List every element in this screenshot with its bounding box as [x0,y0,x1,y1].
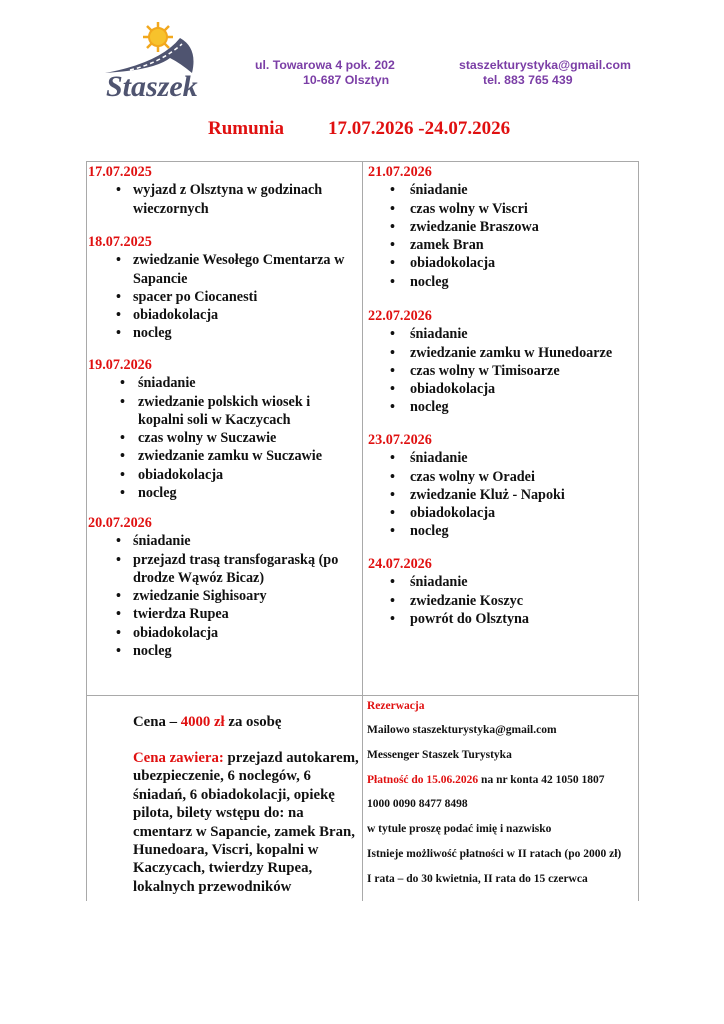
day-date: 20.07.2026 [88,515,152,531]
contact-block [459,58,631,88]
day-block [368,555,633,628]
list-item: • śniadanie [88,532,358,550]
list-item: • zamek Bran [368,236,633,254]
price-amount: 4000 zł [180,714,225,730]
company-logo [100,18,210,113]
address-city: 10-687 Olsztyn [303,73,390,87]
list-item: • obiadokolacja [368,504,633,522]
day-block [88,356,358,502]
list-item: • spacer po Ciocanesti [88,288,358,306]
list-item: • nocleg [88,324,358,342]
day-date: 24.07.2026 [368,556,432,572]
list-item: • czas wolny w Suczawie [88,429,358,447]
reservation-heading: Rezerwacja [367,700,425,712]
contact-phone: tel. 883 765 439 [483,73,573,87]
list-item: • zwiedzanie Wesołego Cmentarza w Sapancie [88,251,358,288]
day-block [88,163,358,218]
list-item: • nocleg [368,398,633,416]
price-includes [133,749,361,896]
list-item: • twierdza Rupea [88,605,358,623]
list-item: • zwiedzanie Braszowa [368,218,633,236]
day-block [88,233,358,343]
list-item: • śniadanie [368,181,633,199]
payment-deadline: Płatność do 15.06.2026 [367,774,479,786]
address-block [255,58,395,88]
includes-label: Cena zawiera: [133,750,224,766]
installments: Istnieje możliwość płatności w II ratach (po 2000 zł) [367,848,622,860]
account-rest: 1000 0090 8477 8498 [367,798,468,810]
list-item: • śniadanie [368,573,633,591]
logo-text: Staszek [106,70,198,103]
reservation-messenger: Messenger Staszek Turystyka [367,749,512,761]
list-item: • obiadokolacja [88,466,358,484]
list-item: • zwiedzanie Sighisoary [88,587,358,605]
reservation-mail: Mailowo staszekturystyka@gmail.com [367,724,557,736]
day-date: 23.07.2026 [368,432,432,448]
list-item: • wyjazd z Olsztyna w godzinach wieczornych [88,181,358,218]
account-prefix: na nr konta 42 1050 1807 [481,774,605,786]
list-item: • zwiedzanie zamku w Suczawie [88,447,358,465]
day-date: 22.07.2026 [368,308,432,324]
list-item: • nocleg [88,642,358,660]
list-item: • obiadokolacja [368,254,633,272]
list-item: • obiadokolacja [368,380,633,398]
price-line [133,713,361,731]
title-country: Rumunia [208,118,285,139]
list-item: • zwiedzanie Kluż - Napoki [368,486,633,504]
list-item: • czas wolny w Timisoarze [368,362,633,380]
list-item: • obiadokolacja [88,624,358,642]
list-item: • czas wolny w Viscri [368,200,633,218]
list-item: • powrót do Olsztyna [368,610,633,628]
title-dates: 17.07.2026 -24.07.2026 [328,118,511,139]
contact-email[interactable]: staszekturystyka@gmail.com [459,58,631,72]
price-per: za osobę [228,714,282,730]
list-item: • śniadanie [368,449,633,467]
title-note: w tytule proszę podać imię i nazwisko [367,823,552,835]
list-item: • obiadokolacja [88,306,358,324]
list-item: • czas wolny w Oradei [368,468,633,486]
installment-dates: I rata – do 30 kwietnia, II rata do 15 czerwca [367,873,588,885]
list-item: • nocleg [368,273,633,291]
list-item: • zwiedzanie polskich wiosek i kopalni soli w Kaczycach [88,393,358,430]
list-item: • przejazd trasą transfogaraską (po drodze Wąwóz Bicaz) [88,551,358,588]
price-label: Cena – [133,714,177,730]
address-street: ul. Towarowa 4 pok. 202 [255,58,395,72]
day-date: 18.07.2025 [88,234,152,250]
list-item: • śniadanie [88,374,358,392]
day-block [368,307,633,417]
day-date: 19.07.2026 [88,357,152,373]
list-item: • zwiedzanie Koszyc [368,592,633,610]
day-date: 21.07.2026 [368,164,432,180]
list-item: • zwiedzanie zamku w Hunedoarze [368,344,633,362]
day-block [368,431,633,541]
includes-text: przejazd autokarem, ubezpieczenie, 6 noclegów, 6 śniadań, 6 obiadokolacji, opiekę pilota, bilety wstępu do: na cmentarz w Sapancie, zamek Bran, Hunedoara, Viscri, kopalni w Kaczycach, twierdzy Rupea, lokalnych przewodników [133,750,359,895]
day-block [88,514,358,660]
day-block [368,163,633,291]
list-item: • nocleg [88,484,358,502]
list-item: • nocleg [368,522,633,540]
day-date: 17.07.2025 [88,164,152,180]
list-item: • śniadanie [368,325,633,343]
